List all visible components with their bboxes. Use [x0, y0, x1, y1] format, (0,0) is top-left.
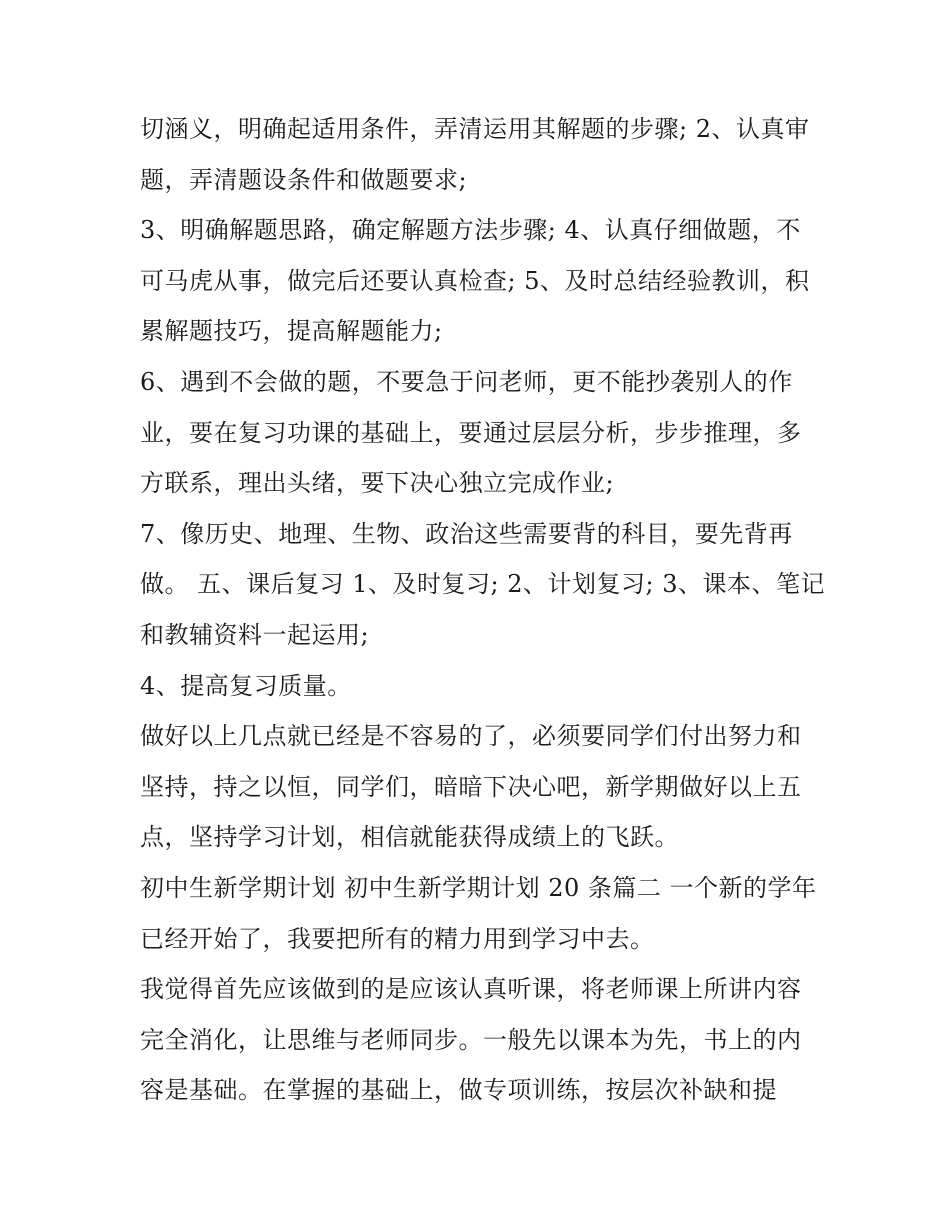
text-line: 业，要在复习功课的基础上，要通过层层分析，步步推理，多 — [140, 418, 802, 447]
document-body — [140, 104, 825, 1116]
text-line: 6、遇到不会做的题，不要急于问老师，更不能抄袭别人的作 — [140, 367, 793, 396]
text-line: 容是基础。在掌握的基础上，做专项训练，按层次补缺和提 — [140, 1076, 777, 1105]
text-line: 我觉得首先应该做到的是应该认真听课，将老师课上所讲内容 — [140, 975, 802, 1004]
text-line: 方联系，理出头绪，要下决心独立完成作业; — [140, 469, 615, 498]
text-line: 可马虎从事，做完后还要认真检查; 5、及时总结经验教训，积 — [140, 266, 810, 295]
text-line: 3、明确解题思路，确定解题方法步骤; 4、认真仔细做题，不 — [140, 216, 801, 245]
text-line: 4、提高复习质量。 — [140, 671, 352, 700]
text-line: 7、像历史、地理、生物、政治这些需要背的科目，要先背再 — [140, 519, 793, 548]
text-line: 和教辅资料一起运用; — [140, 620, 370, 649]
text-line: 题，弄清题设条件和做题要求; — [140, 165, 468, 194]
text-line: 累解题技巧，提高解题能力; — [140, 317, 443, 346]
text-line: 点，坚持学习计划，相信就能获得成绩上的飞跃。 — [140, 823, 679, 852]
text-line: 做。 五、课后复习 1、及时复习; 2、计划复习; 3、课本、笔记 — [140, 570, 825, 599]
text-line: 切涵义，明确起适用条件，弄清运用其解题的步骤; 2、认真审 — [140, 115, 810, 143]
text-line: 坚持，持之以恒，同学们，暗暗下决心吧，新学期做好以上五 — [140, 772, 802, 801]
text-line: 做好以上几点就已经是不容易的了，必须要同学们付出努力和 — [140, 722, 802, 751]
text-line: 已经开始了，我要把所有的精力用到学习中去。 — [140, 924, 655, 953]
text-line: 初中生新学期计划 初中生新学期计划 20 条篇二 一个新的学年 — [140, 873, 817, 902]
text-line: 完全消化，让思维与老师同步。一般先以课本为先，书上的内 — [140, 1025, 802, 1054]
